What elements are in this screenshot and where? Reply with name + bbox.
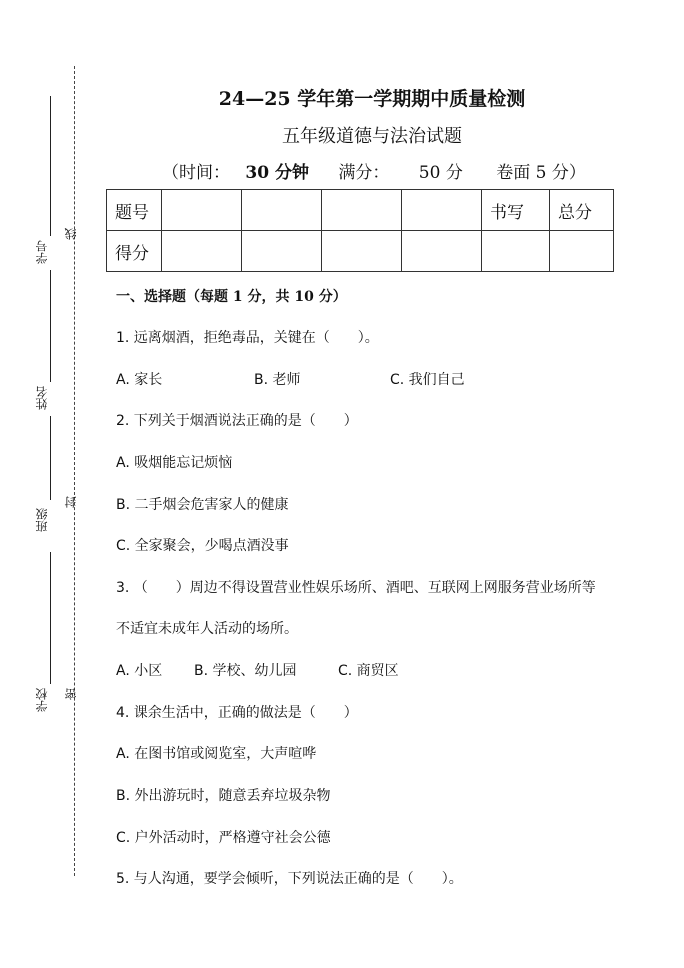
table-cell: 总分: [550, 190, 614, 231]
table-cell: [402, 190, 482, 231]
school-label: 学校: [35, 688, 49, 712]
name-fill-line: [50, 270, 51, 382]
table-cell: 书写: [482, 190, 550, 231]
option-a: A. 小区: [116, 663, 163, 679]
option-a: A. 家长: [116, 372, 163, 388]
table-cell: [242, 190, 322, 231]
option-a: A. 吸烟能忘记烦恼: [116, 455, 233, 471]
question-1-options: [116, 369, 465, 389]
question-1: 1. 远离烟酒，拒绝毒品，关键在（ ）。: [116, 330, 379, 346]
score-cell[interactable]: [162, 231, 242, 272]
table-cell: [162, 190, 242, 231]
score-cell[interactable]: [402, 231, 482, 272]
question-3: 3. （ ）周边不得设置营业性娱乐场所、酒吧、互联网上网服务营业场所等: [116, 580, 596, 596]
score-table: [106, 189, 614, 272]
score-table-header-row: [107, 190, 614, 231]
binding-mark-line: 线: [64, 228, 78, 240]
question-3-options: [116, 660, 399, 680]
option-c: C. 户外活动时，严格遵守社会公德: [116, 830, 331, 846]
school-fill-line: [50, 552, 51, 684]
exam-subtitle: 五年级道德与法治试题: [282, 126, 462, 147]
question-4: 4. 课余生活中，正确的做法是（ ）: [116, 705, 358, 721]
student-id-label: 学号: [35, 240, 49, 264]
exam-info: [162, 158, 586, 183]
binding-dashed-line: [74, 66, 75, 876]
score-cell[interactable]: [550, 231, 614, 272]
class-label: 班级: [35, 508, 49, 532]
question-2: 2. 下列关于烟酒说法正确的是（ ）: [116, 413, 358, 429]
option-a: A. 在图书馆或阅览室，大声喧哗: [116, 746, 317, 762]
score-table-score-row: [107, 231, 614, 272]
exam-score-label: 满分：: [338, 163, 390, 183]
option-b: B. 学校、幼儿园: [194, 663, 297, 679]
exam-title: 24—25 学年第一学期期中质量检测: [218, 88, 526, 110]
option-b: B. 二手烟会危害家人的健康: [116, 497, 289, 513]
score-cell[interactable]: [482, 231, 550, 272]
option-b: B. 老师: [254, 372, 301, 388]
option-b: B. 外出游玩时，随意丢弃垃圾杂物: [116, 788, 331, 804]
exam-neatness: 卷面 5 分）: [496, 163, 586, 183]
question-5: 5. 与人沟通，要学会倾听，下列说法正确的是（ ）。: [116, 871, 463, 887]
student-id-fill-line: [50, 96, 51, 236]
section-heading: 一、选择题（每题 1 分，共 10 分）: [116, 289, 347, 305]
option-c: C. 我们自己: [390, 372, 465, 388]
table-cell: 题号: [107, 190, 162, 231]
exam-info-open: （时间：: [162, 163, 230, 183]
score-cell[interactable]: [322, 231, 402, 272]
question-3-continued: 不适宜未成年人活动的场所。: [116, 621, 298, 637]
score-cell[interactable]: [242, 231, 322, 272]
table-cell: [322, 190, 402, 231]
binding-mark-close: 密: [64, 688, 78, 700]
class-fill-line: [50, 416, 51, 500]
name-label: 姓名: [35, 386, 49, 410]
binding-mark-seal: 封: [64, 496, 78, 508]
option-c: C. 全家聚会，少喝点酒没事: [116, 538, 289, 554]
exam-time: 30 分钟: [245, 163, 309, 183]
table-cell: 得分: [107, 231, 162, 272]
option-c: C. 商贸区: [338, 663, 399, 679]
exam-score-value: 50 分: [418, 163, 463, 183]
